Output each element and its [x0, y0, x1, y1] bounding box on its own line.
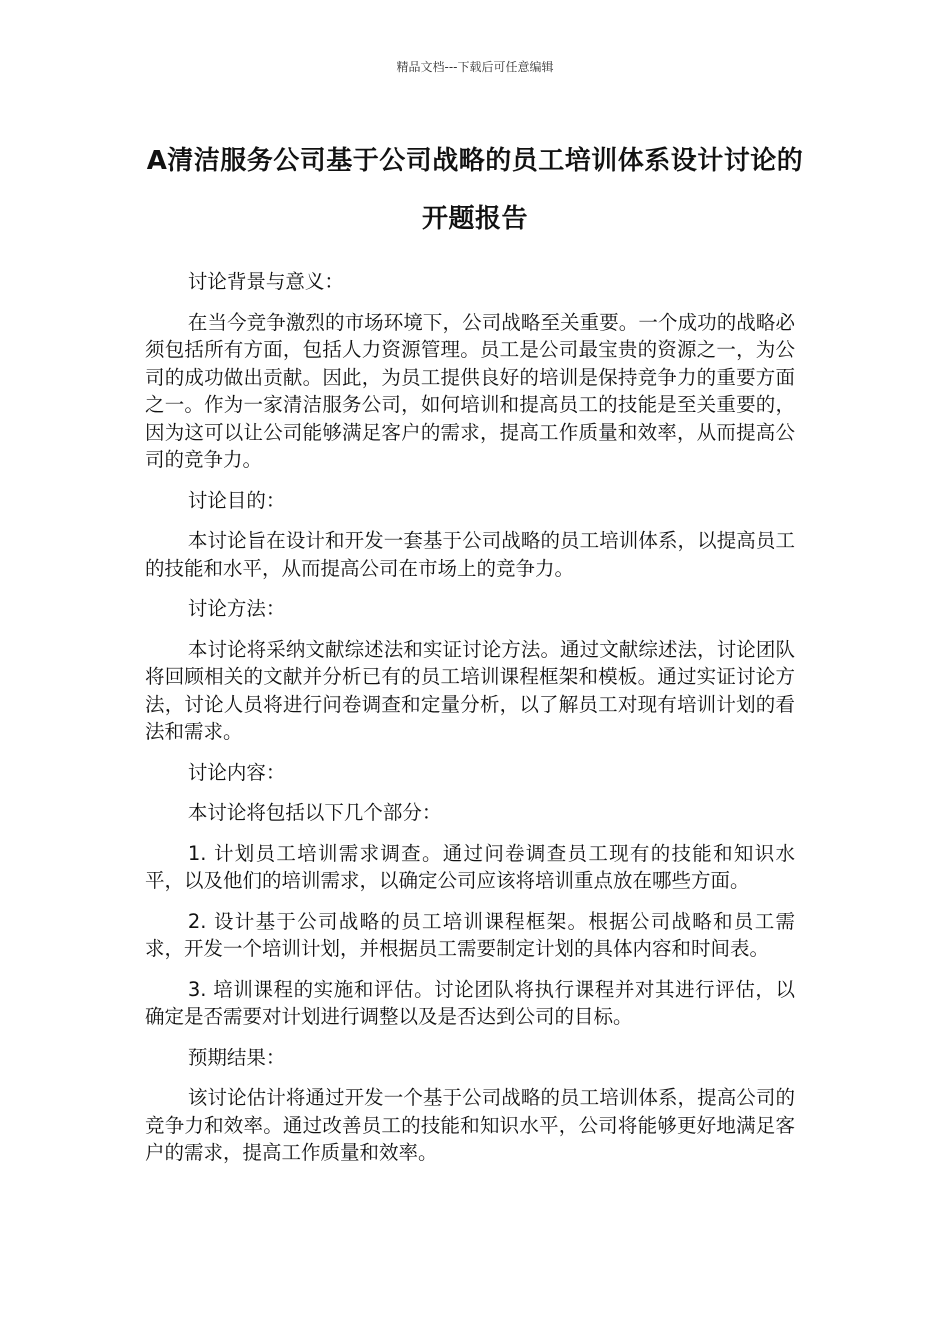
method-heading: 讨论方法：	[187, 597, 286, 620]
document-title: A清洁服务公司基于公司战略的员工培训体系设计讨论的开题报告	[146, 146, 804, 234]
content-intro-paragraph: 本讨论将包括以下几个部分：	[187, 801, 442, 824]
content-list-item-2: 2. 设计基于公司战略的员工培训课程框架。根据公司战略和员工需求，开发一个培训计划，并根据员工需要制定计划的具体内容和时间表。	[145, 909, 795, 960]
background-heading: 讨论背景与意义：	[187, 270, 344, 293]
purpose-paragraph: 本讨论旨在设计和开发一套基于公司战略的员工培训体系，以提高员工的技能和水平，从而提高公司在市场上的竞争力。	[145, 529, 795, 580]
results-heading: 预期结果：	[187, 1045, 286, 1069]
header-note: 精品文档---下载后可任意编辑	[396, 60, 554, 74]
content-heading: 讨论内容：	[187, 760, 286, 784]
method-paragraph: 本讨论将采纳文献综述法和实证讨论方法。通过文献综述法，讨论团队将回顾相关的文献并分析已有的员工培训课程框架和模板。通过实证讨论方法，讨论人员将进行问卷调查和定量分析，以了解员工对现有培训计划的看法和需求。	[145, 637, 795, 743]
background-paragraph: 在当今竞争激烈的市场环境下，公司战略至关重要。一个成功的战略必须包括所有方面，包括人力资源管理。员工是公司最宝贵的资源之一，为公司的成功做出贡献。因此，为员工提供良好的培训是保持竞争力的重要方面之一。作为一家清洁服务公司，如何培训和提高员工的技能是至关重要的，因为这可以让公司能够满足客户的需求，提高工作质量和效率，从而提高公司的竞争力。	[145, 310, 795, 471]
content-list-item-1: 1. 计划员工培训需求调查。通过问卷调查员工现有的技能和知识水平，以及他们的培训需求，以确定公司应该将培训重点放在哪些方面。	[145, 841, 795, 892]
content-list-item-3: 3. 培训课程的实施和评估。讨论团队将执行课程并对其进行评估，以确定是否需要对计划进行调整以及是否达到公司的目标。	[145, 977, 795, 1028]
document-body	[145, 268, 795, 1180]
purpose-heading: 讨论目的：	[187, 488, 286, 512]
results-paragraph: 该讨论估计将通过开发一个基于公司战略的员工培训体系，提高公司的竞争力和效率。通过改善员工的技能和知识水平，公司将能够更好地满足客户的需求，提高工作质量和效率。	[145, 1086, 795, 1164]
